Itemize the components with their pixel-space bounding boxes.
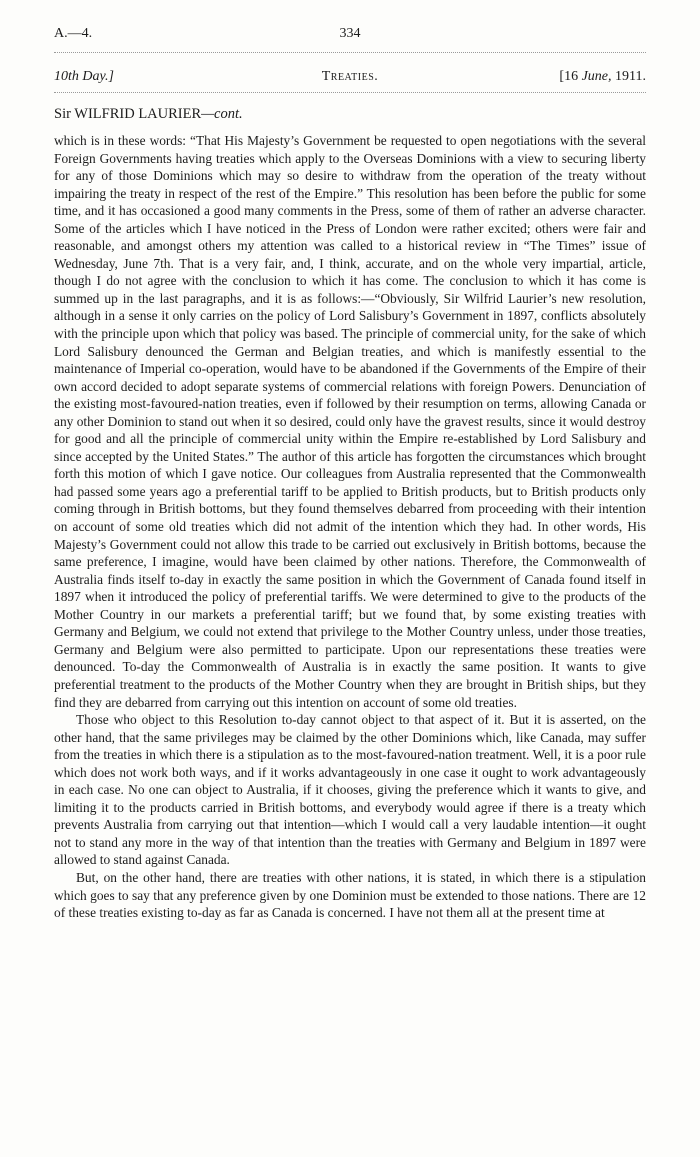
day-label: 10th Day.] xyxy=(54,69,114,84)
paragraph-3: But, on the other hand, there are treaties with other nations, it is stated, in which there is a stipulation which goes to say that any preference given by one Dominion must be extended to those nations. There are 12 of these treaties existing to-day as far as Canada is concerned. I have not them all at the present time at xyxy=(54,869,646,921)
date-prefix: [16 xyxy=(559,69,582,84)
paragraph-1: which is in these words: “That His Majesty’s Government be requested to open negotiations with the several Foreign Governments having treaties which apply to the Overseas Dominions with a view to securing liberty for any of those Dominions which may so desire to withdraw from the operation of the treaty without impairing the treaty in respect of the rest of the Empire.” This resolution has been before the public for some time, and it has occasioned a good many comments in the Press, some of them of rather an adverse character. Some of the articles which I have noticed in the Press of London were rather excited; others were fair and reasonable, and amongst others my attention was called to a historical review in “The Times” issue of Wednesday, June 7th. That is a very fair, and, I think, accurate, and on the whole very impartial, article, though I do not agree with the conclusion to which it has come. The conclusion to which it has come is summed up in the last paragraphs, and it is as follows:—“Obviously, Sir Wilfrid Laurier’s new resolution, although in a sense it only carries on the policy of Lord Salisbury’s Government in 1897, conflicts absolutely with the principle upon which that policy was based. The principle of commercial unity, for the sake of which Lord Salisbury denounced the German and Belgian treaties, and which is manifestly essential to the maintenance of Imperial co-operation, would have to be abandoned if the Governments of the Empire of their own accord decided to adopt separate systems of commercial relations with foreign Powers. Denunciation of the existing most-favoured-nation treaties, even if followed by their resumption on terms, allowing Canada or any other Dominion to stand out when it so desired, could only have the gravest results, since it would destroy for good and all the principle of commercial unity within the Empire re-established by Lord Salisbury and since accepted by the United States.” The author of this article has forgotten the circumstances which brought forth this motion of which I gave notice. Our colleagues from Australia represented that the Commonwealth had passed some years ago a preferential tariff to be applied to British products, but to British products only coming through in British bottoms, but they found themselves debarred from proceeding with their intention on account of some old treaties which did not admit of the intention which they had. In other words, His Majesty’s Government could not allow this trade to be carried out exclusively in British bottoms, because the same preference, I imagine, would have been claimed by other nations. Therefore, the Commonwealth of Australia finds itself to-day in exactly the same position in which the Government of Canada found itself in 1897 when it introduced the policy of preferential tariffs. We were determined to give to the products of the Mother Country in our markets a preferential tariff; but we found that, by some existing treaties with Germany and Belgium, we could not extend that privilege to the Mother Country unless, under those treaties, Germany and Belgium were also permitted to participate. Upon our representations these treaties were denounced. To-day the Commonwealth of Australia is in exactly the same position. It wants to give preferential treatment to the products of the Mother Country when they are brought in British ships, but they find they are debarred from carrying out this intention on account of some old treaties. xyxy=(54,133,646,710)
page-number: 334 xyxy=(339,26,361,41)
date-label xyxy=(559,69,646,85)
paragraph-2: Those who object to this Resolution to-day cannot object to that aspect of it. But it is asserted, on the other hand, that the same privileges may be claimed by the other Dominions which, like Canada, may suffer from the treaties in which there is a stipulation as to the most-favoured-nation treatment. Well, it is a poor rule which does not work both ways, and if it works advantageously in one case it ought to work advantageously in each case. No one can object to Australia, if it chooses, giving the preference which it wants to give, and limiting it to the products carried in British bottoms, and everybody would agree if there is a treaty which prevents Australia from carrying out that intention—which I would call a very laudable intention—it ought not to stand any more in the way of that intention than the treaties with Germany and Belgium in 1897 were allowed to stand against Canada. xyxy=(54,712,646,868)
date-year: 1911. xyxy=(611,69,646,84)
top-row xyxy=(54,26,646,46)
document-reference: A.—4. xyxy=(54,26,93,41)
speaker-name: Sir WILFRID LAURIER xyxy=(54,106,202,122)
body-text xyxy=(54,132,646,922)
date-month: June, xyxy=(581,69,612,84)
header-dotted-rule xyxy=(54,92,646,93)
top-dotted-rule xyxy=(54,52,646,53)
speaker-heading xyxy=(54,106,243,123)
section-title: Treaties. xyxy=(321,69,379,84)
speaker-continued: —cont. xyxy=(201,106,243,122)
running-header xyxy=(54,69,646,89)
